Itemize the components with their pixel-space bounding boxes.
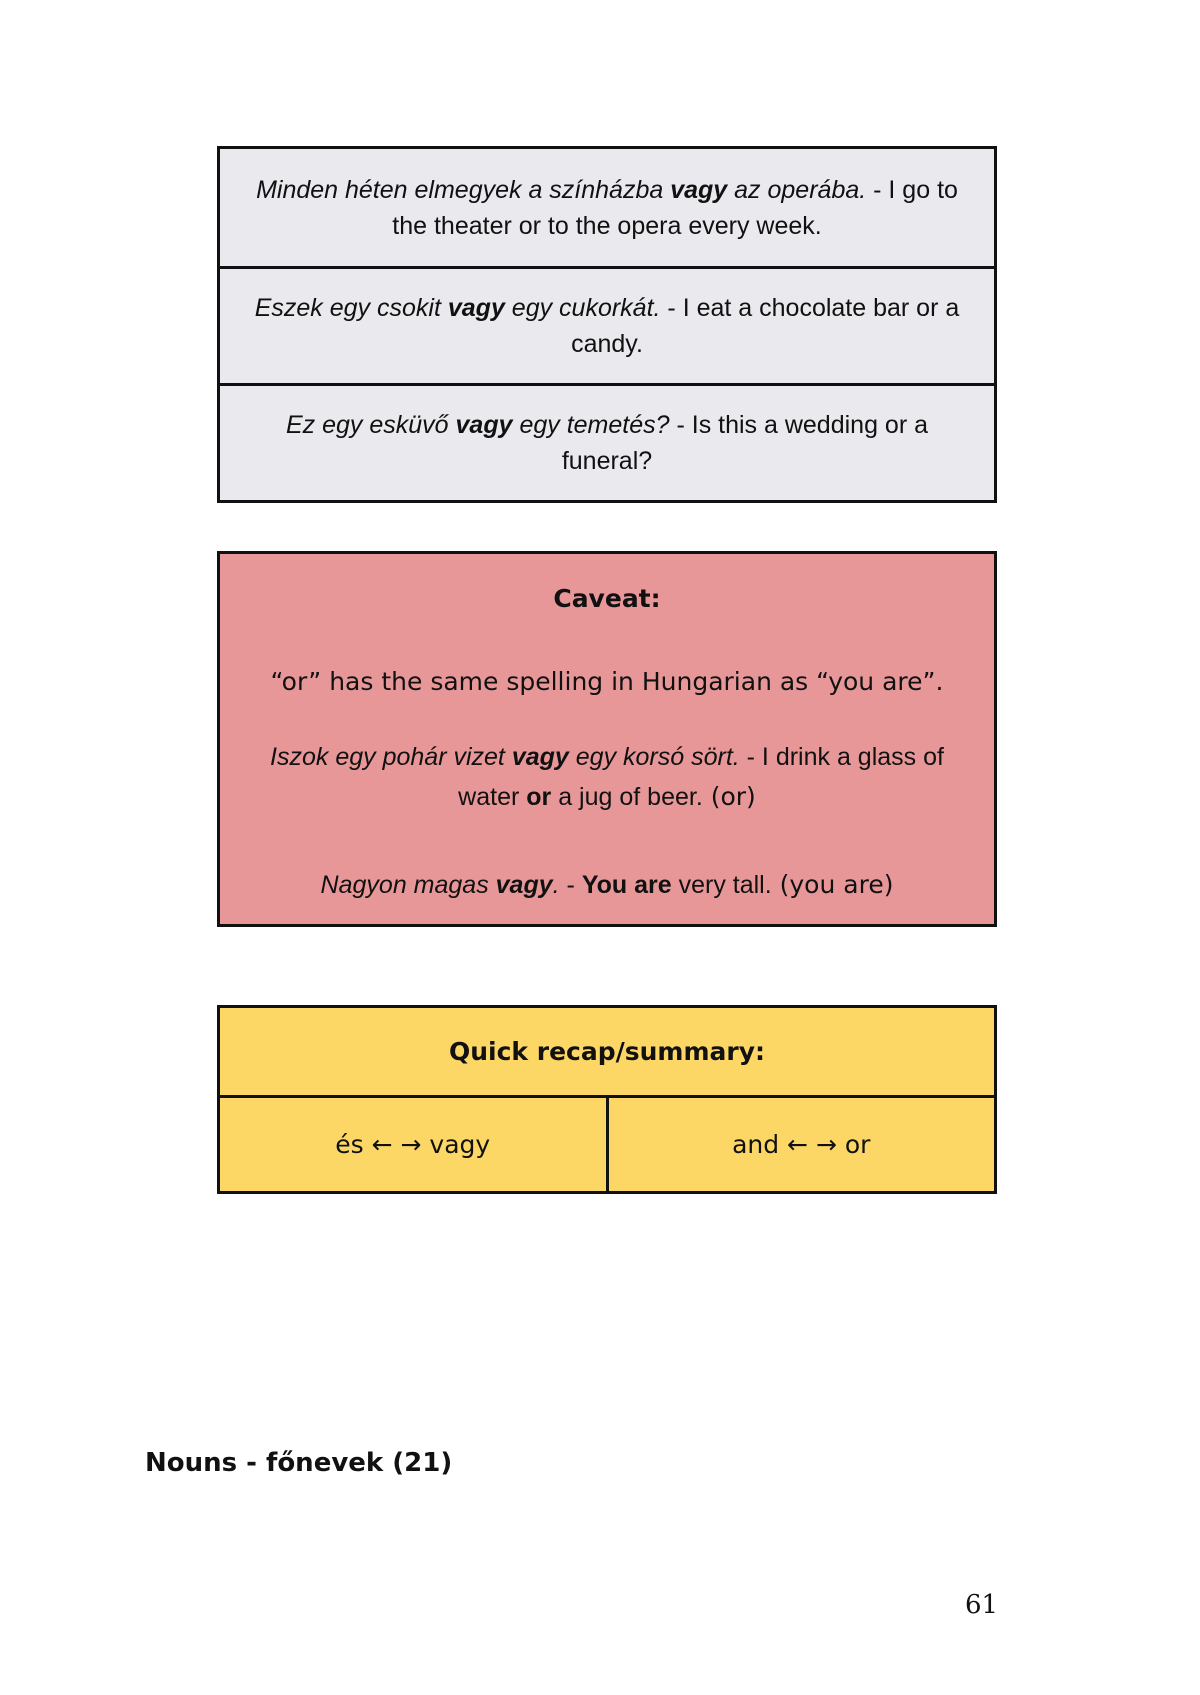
example-row: [220, 266, 994, 383]
hungarian-sentence-end: az operába.: [727, 175, 867, 204]
hungarian-sentence-end: egy korsó sört.: [568, 743, 740, 771]
caveat-note: “or” has the same spelling in Hungarian as “you are”.: [270, 667, 944, 696]
keyword-vagy: vagy: [447, 294, 505, 322]
hungarian-sentence-start: Eszek egy csokit: [254, 294, 448, 322]
recap-row: [220, 1098, 994, 1191]
recap-table: [217, 1005, 997, 1194]
section-heading: Nouns - főnevek (21): [145, 1448, 453, 1478]
english-translation: - I eat a chocolate bar or a candy.: [571, 294, 960, 358]
recap-hungarian-cell: és ← → vagy: [335, 1130, 491, 1159]
hungarian-sentence-end: egy cukorkát.: [504, 294, 661, 322]
caveat-example-you-are: [220, 865, 994, 905]
caveat-title: Caveat:: [553, 584, 661, 613]
english-translation-start: - I drink a glass of water: [458, 743, 944, 811]
recap-title: Quick recap/summary:: [220, 1008, 994, 1098]
english-translation-end: very tall.: [671, 871, 772, 899]
keyword-or: or: [526, 783, 552, 811]
keyword-vagy: vagy: [455, 411, 513, 439]
english-translation-end: a jug of beer.: [551, 783, 703, 811]
caveat-example-or: [250, 738, 964, 817]
caveat-box: [217, 551, 997, 927]
english-translation-start: -: [559, 871, 582, 899]
meaning-tag: (you are): [771, 870, 894, 899]
english-translation: - Is this a wedding or a funeral?: [561, 411, 928, 475]
english-translation: - I go to the theater or to the opera every week.: [392, 175, 958, 240]
example-row: [220, 149, 994, 266]
keyword-vagy: vagy: [670, 175, 728, 204]
examples-table: [217, 146, 997, 503]
hungarian-sentence-start: Iszok egy pohár vizet: [270, 743, 512, 771]
hungarian-sentence-start: Ez egy esküvő: [285, 411, 456, 439]
keyword-vagy: vagy: [495, 871, 553, 899]
page-number: 61: [965, 1590, 999, 1620]
keyword-you-are: You are: [581, 871, 672, 899]
hungarian-sentence-start: Minden héten elmegyek a színházba: [256, 175, 671, 204]
keyword-vagy: vagy: [511, 743, 569, 771]
recap-english-cell: and ← → or: [606, 1098, 995, 1191]
meaning-tag: (or): [702, 782, 756, 811]
hungarian-sentence-end: .: [552, 871, 560, 899]
hungarian-sentence-end: egy temetés?: [512, 411, 670, 439]
example-row: [220, 383, 994, 500]
hungarian-sentence-start: Nagyon magas: [320, 871, 496, 899]
